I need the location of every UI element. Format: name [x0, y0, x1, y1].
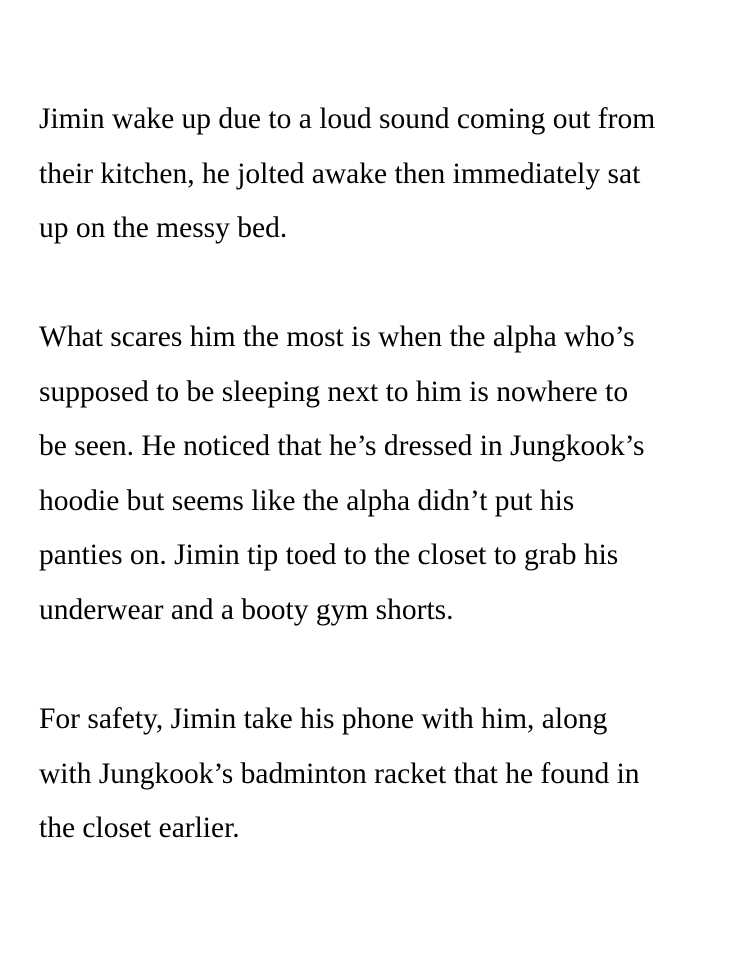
- text-line: underwear and a booty gym shorts.: [39, 593, 454, 626]
- paragraph-alpha-missing: [39, 310, 739, 637]
- text-line: What scares him the most is when the alpha who’s: [39, 321, 635, 353]
- text-line: Jimin wake up due to a loud sound coming out from: [39, 103, 656, 135]
- text-line: be seen. He noticed that he’s dressed in Jungkook’s: [39, 430, 645, 462]
- text-line: their kitchen, he jolted awake then immediately sat: [39, 157, 641, 190]
- text-line: supposed to be sleeping next to him is nowhere to: [39, 375, 629, 408]
- text-line: For safety, Jimin take his phone with him, along: [39, 703, 608, 735]
- paragraph-wake-up: [39, 92, 739, 256]
- text-line: hoodie but seems like the alpha didn’t put his: [39, 484, 575, 517]
- paragraph-safety: [39, 692, 739, 856]
- text-line: the closet earlier.: [39, 812, 240, 844]
- text-line: panties on. Jimin tip toed to the closet to grab his: [39, 539, 619, 571]
- text-line: up on the messy bed.: [39, 212, 288, 244]
- text-line: with Jungkook’s badminton racket that he found in: [39, 757, 640, 790]
